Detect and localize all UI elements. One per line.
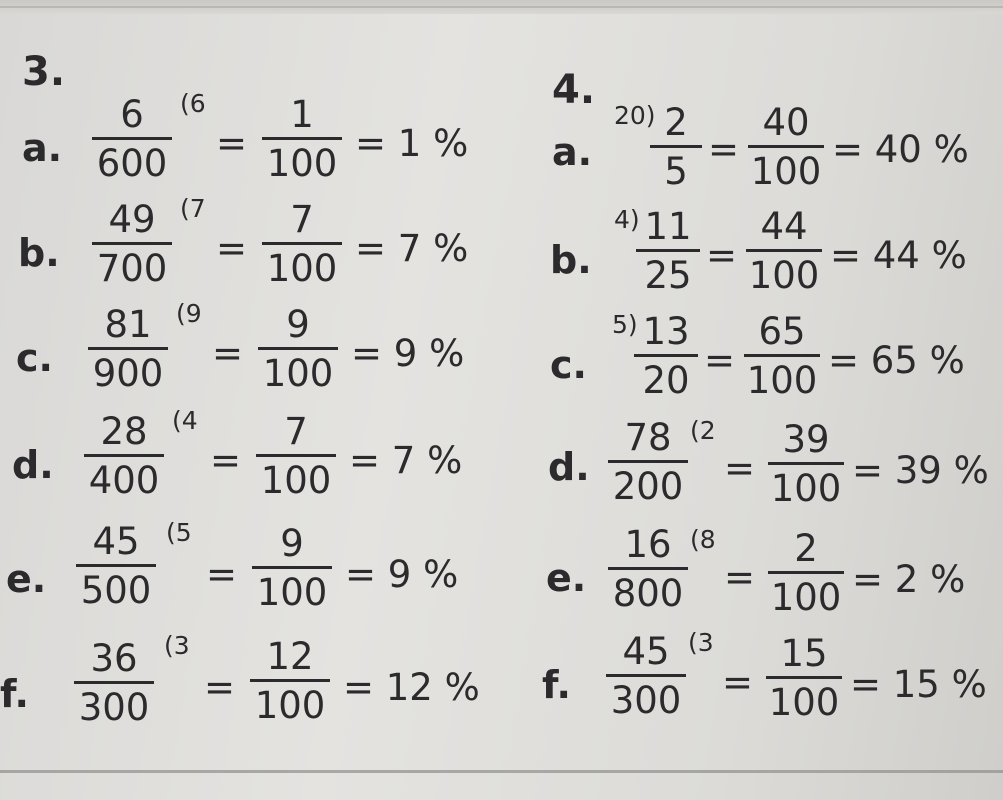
fraction-original [92, 95, 172, 184]
simplify-mark: (6 [180, 89, 206, 118]
numerator: 12 [266, 635, 314, 678]
numerator: 9 [286, 303, 310, 346]
equals-sign: = [204, 666, 236, 709]
equals-sign: = [708, 128, 740, 171]
fraction-bar [76, 564, 156, 567]
row-letter: c. [16, 336, 53, 380]
exercise-row-3a [0, 89, 500, 205]
section-number-3: 3. [22, 49, 66, 95]
simplify-mark: (3 [688, 628, 714, 657]
row-letter: b. [18, 231, 60, 275]
fraction-bar [262, 242, 342, 245]
percent-result: = 15 % [850, 663, 987, 706]
denominator: 600 [96, 142, 168, 185]
exercise-row-4c [500, 312, 1000, 422]
fraction-hundredths [262, 95, 342, 184]
numerator: 2 [664, 101, 688, 144]
fraction-bar [92, 242, 172, 245]
row-letter: d. [548, 445, 590, 489]
fraction-bar [650, 145, 702, 148]
equals-sign: = [724, 447, 756, 490]
equals-sign: = [722, 661, 754, 704]
fraction-bar [744, 354, 820, 357]
fraction-hundredths [748, 103, 824, 192]
denominator: 500 [80, 569, 152, 612]
fraction-bar [84, 454, 164, 457]
exercise-row-4f [500, 628, 1000, 738]
numerator: 36 [90, 637, 138, 680]
simplify-mark: 5) [612, 310, 638, 339]
numerator: 15 [780, 632, 828, 675]
section-number-4: 4. [552, 67, 596, 113]
denominator: 100 [262, 352, 334, 395]
numerator: 16 [624, 523, 672, 566]
numerator: 11 [644, 205, 692, 248]
fraction-original [606, 632, 686, 721]
fraction-bar [74, 681, 154, 684]
denominator: 100 [260, 459, 332, 502]
fraction-original [608, 525, 688, 614]
equals-sign: = [212, 332, 244, 375]
simplify-mark: 20) [614, 101, 656, 130]
simplify-mark: (8 [690, 525, 716, 554]
fraction-original [636, 207, 700, 296]
denominator: 100 [266, 247, 338, 290]
equals-sign: = [216, 122, 248, 165]
fraction-hundredths [262, 200, 342, 289]
simplify-mark: (2 [690, 416, 716, 445]
numerator: 28 [100, 410, 148, 453]
denominator: 400 [88, 459, 160, 502]
percent-result: = 9 % [351, 332, 465, 375]
fraction-bar [748, 145, 824, 148]
percent-result: = 7 % [349, 439, 463, 482]
fraction-hundredths [250, 637, 330, 726]
exercise-row-3b [0, 194, 500, 310]
exercise-row-4b [500, 207, 1000, 317]
numerator: 81 [104, 303, 152, 346]
simplify-mark: (5 [166, 518, 192, 547]
numerator: 49 [108, 198, 156, 241]
denominator: 700 [96, 247, 168, 290]
denominator: 300 [610, 679, 682, 722]
numerator: 6 [120, 93, 144, 136]
fraction-bar [92, 137, 172, 140]
fraction-original [92, 200, 172, 289]
percent-result: = 40 % [832, 128, 969, 171]
fraction-bar [768, 571, 844, 574]
fraction-hundredths [746, 207, 822, 296]
fraction-original [84, 412, 164, 501]
page-edge-line [0, 6, 1003, 8]
fraction-hundredths [252, 524, 332, 613]
simplify-mark: (4 [172, 406, 198, 435]
fraction-original [76, 522, 156, 611]
equals-sign: = [706, 234, 738, 277]
percent-result: = 7 % [355, 227, 469, 270]
row-letter: e. [6, 557, 47, 601]
row-letter: f. [542, 663, 571, 707]
fraction-bar [250, 679, 330, 682]
equals-sign: = [216, 227, 248, 270]
simplify-mark: (3 [164, 631, 190, 660]
simplify-mark: (9 [176, 299, 202, 328]
equals-sign: = [704, 339, 736, 382]
percent-result: = 9 % [345, 553, 459, 596]
exercise-row-3c [0, 299, 500, 415]
numerator: 2 [794, 527, 818, 570]
fraction-bar [606, 674, 686, 677]
row-letter: e. [546, 556, 587, 600]
numerator: 65 [758, 310, 806, 353]
fraction-bar [766, 676, 842, 679]
denominator: 100 [770, 467, 842, 510]
denominator: 100 [256, 571, 328, 614]
fraction-bar [258, 347, 338, 350]
numerator: 39 [782, 418, 830, 461]
denominator: 5 [664, 150, 688, 193]
simplify-mark: 4) [614, 205, 640, 234]
fraction-hundredths [766, 634, 842, 723]
numerator: 45 [622, 630, 670, 673]
exercise-row-3d [0, 406, 500, 522]
fraction-bar [256, 454, 336, 457]
denominator: 100 [266, 142, 338, 185]
numerator: 9 [280, 522, 304, 565]
row-letter: f. [0, 672, 29, 716]
denominator: 800 [612, 572, 684, 615]
percent-result: = 65 % [828, 339, 965, 382]
fraction-bar [746, 249, 822, 252]
fraction-bar [768, 462, 844, 465]
numerator: 1 [290, 93, 314, 136]
exercise-row-4e [500, 525, 1000, 635]
denominator: 100 [770, 576, 842, 619]
row-letter: d. [12, 443, 54, 487]
fraction-hundredths [768, 529, 844, 618]
fraction-original [634, 312, 698, 401]
percent-result: = 12 % [343, 666, 480, 709]
row-letter: b. [550, 238, 592, 282]
fraction-bar [262, 137, 342, 140]
fraction-bar [252, 566, 332, 569]
denominator: 100 [750, 150, 822, 193]
fraction-bar [608, 567, 688, 570]
row-letter: a. [22, 126, 63, 170]
percent-result: = 39 % [852, 449, 989, 492]
exercise-row-3f [0, 631, 500, 745]
fraction-hundredths [768, 420, 844, 509]
numerator: 7 [284, 410, 308, 453]
denominator: 20 [642, 359, 690, 402]
row-letter: a. [552, 130, 593, 174]
percent-result: = 1 % [355, 122, 469, 165]
fraction-original [650, 103, 702, 192]
equals-sign: = [206, 553, 238, 596]
denominator: 900 [92, 352, 164, 395]
fraction-bar [608, 460, 688, 463]
fraction-hundredths [256, 412, 336, 501]
equals-sign: = [210, 439, 242, 482]
numerator: 13 [642, 310, 690, 353]
exercise-row-4a [500, 103, 1000, 213]
simplify-mark: (7 [180, 194, 206, 223]
fraction-original [608, 418, 688, 507]
fraction-bar [634, 354, 698, 357]
fraction-hundredths [744, 312, 820, 401]
fraction-original [88, 305, 168, 394]
denominator: 100 [768, 681, 840, 724]
exercise-row-3e [0, 518, 500, 632]
equals-sign: = [724, 556, 756, 599]
fraction-bar [88, 347, 168, 350]
denominator: 300 [78, 686, 150, 729]
numerator: 7 [290, 198, 314, 241]
denominator: 100 [748, 254, 820, 297]
numerator: 78 [624, 416, 672, 459]
percent-result: = 44 % [830, 234, 967, 277]
numerator: 45 [92, 520, 140, 563]
fraction-original [74, 639, 154, 728]
numerator: 44 [760, 205, 808, 248]
fraction-bar [636, 249, 700, 252]
denominator: 200 [612, 465, 684, 508]
denominator: 25 [644, 254, 692, 297]
row-letter: c. [550, 343, 587, 387]
exercise-row-4d [500, 418, 1000, 528]
fraction-hundredths [258, 305, 338, 394]
denominator: 100 [254, 684, 326, 727]
percent-result: = 2 % [852, 558, 966, 601]
denominator: 100 [746, 359, 818, 402]
numerator: 40 [762, 101, 810, 144]
bottom-rule [0, 770, 1003, 773]
